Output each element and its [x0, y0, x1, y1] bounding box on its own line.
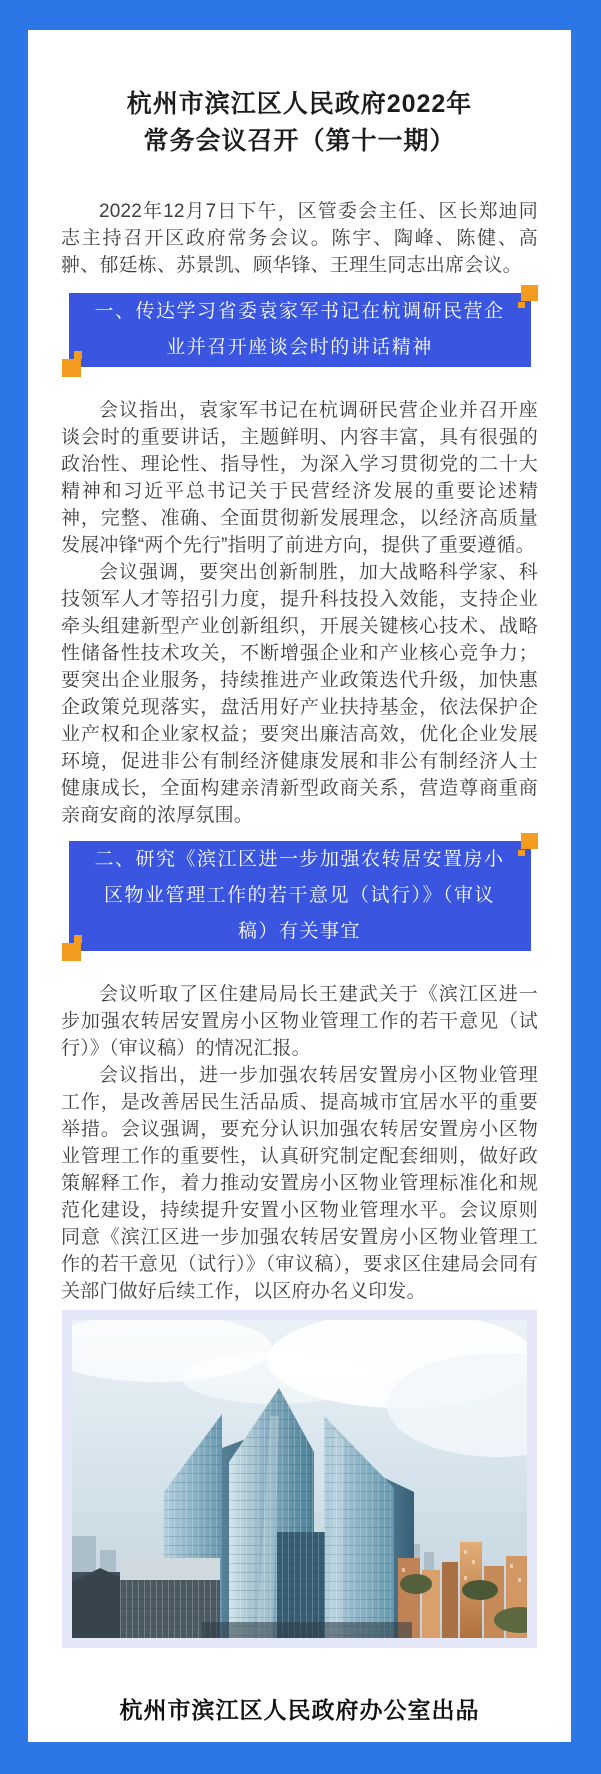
- corner-accent-square: [518, 302, 525, 308]
- corner-accent-square: [62, 943, 81, 961]
- page-title-line-1: 杭州市滨江区人民政府2022年: [126, 90, 473, 118]
- section-2-heading: 二、研究《滨江区进一步加强农转居安置房小区物业管理工作的若干意见（试行）》（审议稿）有关事宜: [94, 849, 505, 942]
- section-paragraph: 会议指出，进一步加强农转居安置房小区物业管理工作，是改善居民生活品质、提高城市宜居水平的重要举措。会议强调，要充分认识加强农转居安置房小区物业管理工作的重要性，认真研究制定配套细则，做好政策解释工作，着力推动安置房小区物业管理标准化和规范化建设，持续提升安置小区物业管理水平。会议原则同意《滨江区进一步加强农转居安置房小区物业管理工作的若干意见（试行）》（审议稿），要求区住建局会同有关部门做好后续工作，以区府办名义印发。: [61, 1065, 538, 1302]
- intro-paragraph: 2022年12月7日下午，区管委会主任、区长郑迪同志主持召开区政府常务会议。陈宇、陶峰、陈健、高翀、郁廷栋、苏景凯、顾华锋、王理生同志出席会议。: [61, 201, 538, 276]
- corner-accent-square: [74, 351, 82, 359]
- city-photo-frame[interactable]: [62, 1310, 537, 1648]
- section-paragraph: 会议强调，要突出创新制胜，加大战略科学家、科技领军人才等招引力度，提升科技投入效能，支持企业牵头组建新型产业创新组织，开展关键核心技术、战略性储备性技术攻关，不断增强企业和产业核心竞争力；要突出企业服务，持续推进产业政策迭代升级，加快惠企政策兑现落实，盘活用好产业扶持基金，依法保护企业产权和企业家权益；要突出廉洁高效，优化企业发展环境，促进非公有制经济健康发展和非公有制经济人士健康成长，全面构建亲清新型政商关系，营造尊商重商亲商安商的浓厚氛围。: [61, 562, 538, 826]
- section-2-heading-banner: [69, 841, 531, 951]
- city-skyline-photo: [72, 1320, 527, 1638]
- section-paragraph: 会议听取了区住建局局长王建武关于《滨江区进一步加强农转居安置房小区物业管理工作的若干意见（试行）》（审议稿）的情况汇报。: [61, 984, 538, 1059]
- section-paragraph: 会议指出，袁家军书记在杭调研民营企业并召开座谈会时的重要讲话，主题鲜明、内容丰富，具有很强的政治性、理论性、指导性，为深入学习贯彻党的二十大精神和习近平总书记关于民营经济发展的重要论述精神，完整、准确、全面贯彻新发展理念，以经济高质量发展冲锋“两个先行”指明了前进方向，提供了重要遵循。: [61, 400, 538, 556]
- footer-credit: 杭州市滨江区人民政府办公室出品: [119, 1697, 480, 1723]
- page-title: [58, 86, 541, 160]
- corner-accent-square: [521, 285, 538, 301]
- section-1-heading: 一、传达学习省委袁家军书记在杭调研民营企业并召开座谈会时的讲话精神: [94, 301, 505, 358]
- article-card: [28, 30, 571, 1742]
- section-1-heading-banner: [69, 293, 531, 367]
- corner-accent-square: [518, 850, 525, 856]
- page-title-line-2: 常务会议召开（第十一期）: [143, 127, 456, 155]
- corner-accent-square: [62, 359, 81, 377]
- corner-accent-square: [74, 935, 82, 943]
- corner-accent-square: [521, 833, 538, 849]
